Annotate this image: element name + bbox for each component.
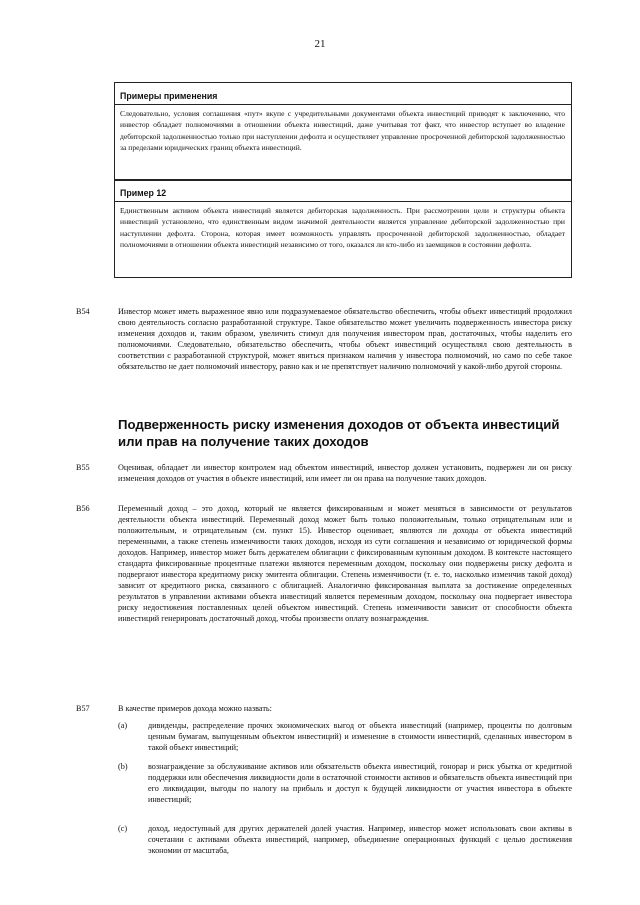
paragraph-text: Инвестор может иметь выраженное явно или подразумеваемое обязательство обеспечить, чтобы объект инвестиций продолжил свою деятельность согласно разработанной структуре. Такое обязательство может увеличить подверженность инвестора риску изменения доходов и, таким образом, увеличить стимул для получения инвестором прав, достаточных, чтобы наделить его полномочиями. Следовательно, обязательство обеспечить, чтобы объект инвестиций осуществлял свою деятельность в соответствии с разработанной структурой, может явиться признаком наличия у инвестора полномочий, но само по себе такое обязательство не дает полномочий инвестору, равно как и не препятствует наличию полномочий у какой-либо другой стороны.	[118, 307, 572, 371]
list-item-text: доход, недоступный для других держателей долей участия. Например, инвестор может использовать свои активы в сочетании с активами объекта инвестиций, например, объединение операционных функций с целью достижения экономии от масштаба,	[148, 824, 572, 855]
paragraph-text: В качестве примеров дохода можно назвать:	[118, 704, 272, 713]
box-text: Единственным активом объекта инвестиций является дебиторская задолженность. При рассмотрении цели и структуры объекта инвестиций установлено, что единственным видом значимой деятельности является управление дебиторской задолженностью при наступлении дефолта. Сторона, которая имеет возможность управлять просроченной дебиторской задолженностью, обладает полномочиями в отношении объекта инвестиций независимо от того, оказался ли кто-либо из заемщиков в состоянии дефолта.	[120, 206, 565, 249]
page-number: 21	[314, 38, 326, 50]
paragraph-number: B56	[76, 504, 90, 513]
list-item-text: вознаграждение за обслуживание активов или обязательств объекта инвестиций, гонорар и риск убытка от кредитной поддержки или обеспечения ликвидности доли в остаточной стоимости активов и обязательств объекта инвестиций при его ликвидации, выгоды по налогу на прибыль и доступ к будущей ликвидности от участия инвестора в объекте инвестиций;	[148, 762, 572, 804]
paragraph-number: B55	[76, 463, 90, 472]
example-box-application	[114, 82, 572, 180]
example-box-12	[114, 180, 572, 278]
paragraph-text: Оценивая, обладает ли инвестор контролем над объектом инвестиций, инвестор должен установить, подвержен ли он риску изменения доходов от участия в объекте инвестиций, или имеет ли он права на получение таких доходов.	[118, 463, 572, 483]
box-divider	[115, 201, 571, 202]
box-title: Примеры применения	[120, 91, 218, 101]
section-heading: Подверженность риску изменения доходов от объекта инвестиций или прав на получение таких доходов	[118, 417, 560, 449]
list-item-label: (b)	[118, 762, 128, 771]
list-item-label: (c)	[118, 824, 128, 833]
list-item-label: (a)	[118, 721, 128, 730]
paragraph-number: B57	[76, 704, 90, 713]
paragraph-text: Переменный доход – это доход, который не является фиксированным и может меняться в зависимости от результатов деятельности объекта инвестиций. Переменный доход может быть только положительным, только отрицательным или и положительным, и отрицательным (см. пункт 15). Инвестор оценивает, являются ли доходы от объекта инвестиций переменными, а также степень изменчивости таких доходов, исходя из сути соглашения и независимо от юридической формы доходов. Например, инвестор может быть держателем облигации с фиксированным купонным доходом. В контексте настоящего стандарта фиксированные процентные платежи являются переменным доходом, поскольку они подвержены риску дефолта и подвергают инвестора кредитному риску эмитента облигации. Степень изменчивости (т. е. то, насколько изменчив такой доход) зависит от кредитного риска, связанного с облигацией. Аналогично фиксированная выплата за достижение определенных результатов в управлении активами объекта инвестиций является переменным доходом, поскольку она подвергает инвестора риску недостижения поставленных целей объектом инвестиций. Степень изменчивости зависит от способности объекта инвестиций генерировать достаточный доход, чтобы произвести оплату вознаграждения.	[118, 504, 572, 623]
box-text: Следовательно, условия соглашения «пут» вкупе с учредительными документами объекта инвестиций приводят к заключению, что инвестор обладает полномочиями в отношении объекта инвестиций, даже учитывая тот факт, что инвестор вступает во владение дебиторской задолженностью только при наступлении дефолта и осуществляет управление просроченной дебиторской задолженностью за пределами юридических границ объекта инвестиций.	[120, 109, 565, 152]
list-item-text: дивиденды, распределение прочих экономических выгод от объекта инвестиций (например, проценты по долговым ценным бумагам, выпущенным объектом инвестиций) и изменение в стоимости инвестиций, сделанных инвестором в такой объект инвестиций;	[148, 721, 572, 752]
box-title: Пример 12	[120, 188, 167, 198]
box-divider	[115, 104, 571, 105]
paragraph-number: B54	[76, 307, 90, 316]
